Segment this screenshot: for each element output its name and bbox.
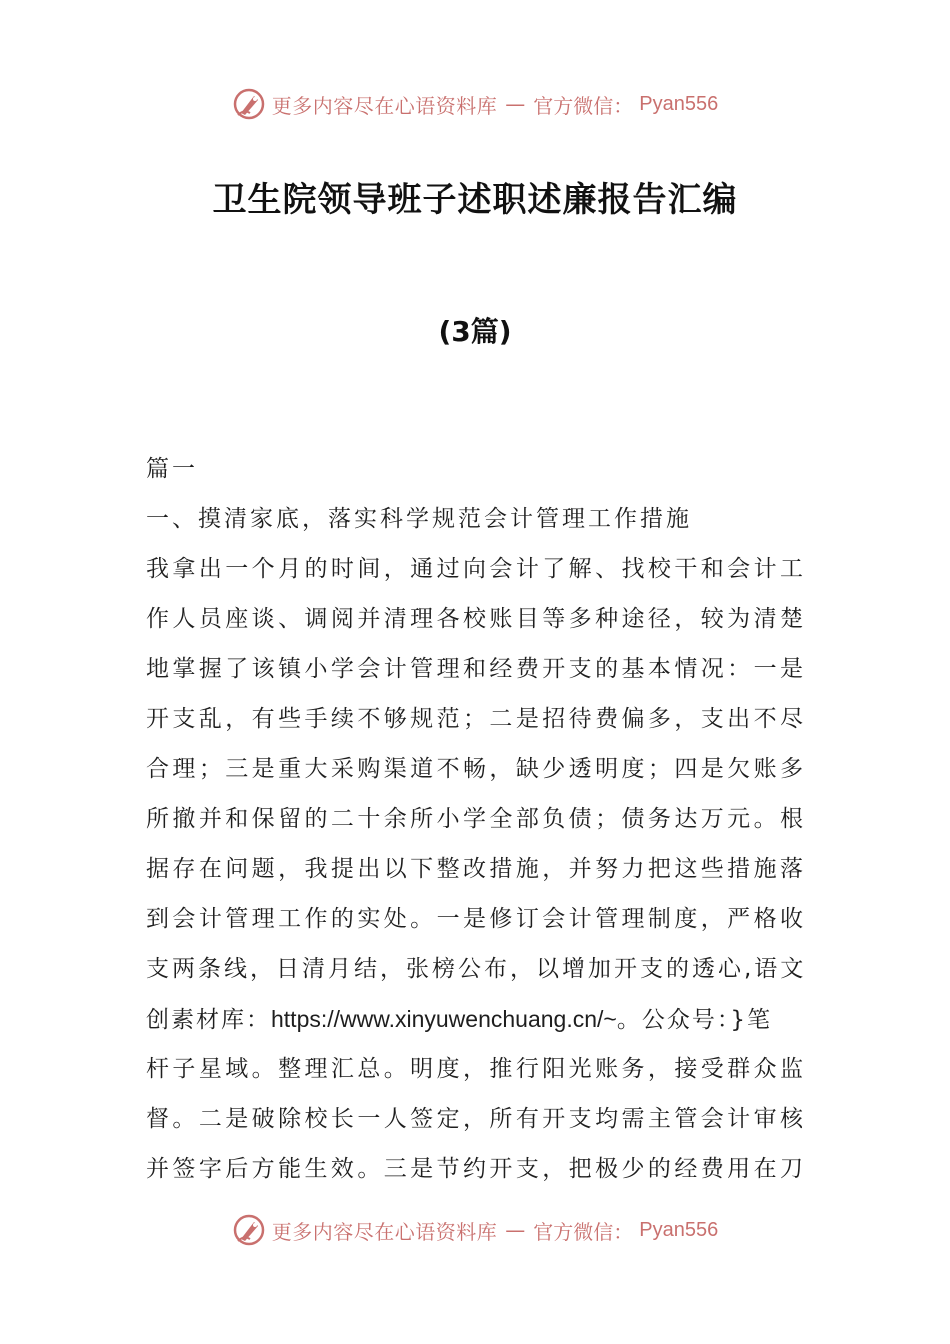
paragraph-line: 据存在问题，我提出以下整改措施，并努力把这些措施落 bbox=[146, 856, 806, 882]
pen-nib-logo-icon bbox=[232, 87, 266, 121]
banner-wechat-label: 官方微信： bbox=[533, 1219, 634, 1244]
section-label: 篇一 bbox=[146, 456, 198, 482]
paragraph-line: 开支乱，有些手续不够规范；二是招待费偏多，支出不尽 bbox=[146, 706, 806, 732]
paragraph-line: 支两条线，日清月结，张榜公布，以增加开支的透心,语文 bbox=[146, 956, 807, 982]
banner-text: 更多内容尽在心语资料库 bbox=[271, 93, 498, 118]
pen-nib-logo-icon bbox=[232, 1213, 266, 1247]
document-body bbox=[146, 444, 806, 1194]
document-title: 卫生院领导班子述职述廉报告汇编 bbox=[212, 180, 738, 220]
banner-wechat-id: Pyan556 bbox=[639, 92, 719, 115]
paragraph-line: 我拿出一个月的时间，通过向会计了解、找校干和会计工 bbox=[146, 556, 806, 582]
url-line-suffix: 。公众号：}笔 bbox=[616, 1007, 772, 1033]
paragraph-line-with-url bbox=[146, 994, 806, 1044]
banner-dash: — bbox=[505, 1218, 526, 1242]
footer-watermark-banner bbox=[0, 1210, 950, 1250]
banner-wechat-id: Pyan556 bbox=[639, 1218, 719, 1241]
header-watermark-banner bbox=[0, 84, 950, 124]
paragraph-line: 督。二是破除校长一人签定，所有开支均需主管会计审核 bbox=[146, 1106, 806, 1132]
section-heading: 一、摸清家底，落实科学规范会计管理工作措施 bbox=[146, 506, 692, 532]
banner-dash: — bbox=[505, 92, 526, 116]
url-line-prefix: 创素材库： bbox=[146, 1007, 271, 1033]
document-subtitle: (3篇) bbox=[438, 315, 512, 348]
paragraph-line: 杆子星域。整理汇总。明度，推行阳光账务，接受群众监 bbox=[146, 1056, 806, 1082]
paragraph-line: 并签字后方能生效。三是节约开支，把极少的经费用在刀 bbox=[146, 1156, 806, 1182]
paragraph-line: 所撤并和保留的二十余所小学全部负债；债务达万元。根 bbox=[146, 806, 806, 832]
paragraph-line: 地掌握了该镇小学会计管理和经费开支的基本情况：一是 bbox=[146, 656, 806, 682]
resource-url: https://www.xinyuwenchuang.cn/~ bbox=[271, 1006, 617, 1032]
paragraph-line: 合理；三是重大采购渠道不畅，缺少透明度；四是欠账多 bbox=[146, 756, 806, 782]
banner-text: 更多内容尽在心语资料库 bbox=[271, 1219, 498, 1244]
banner-wechat-label: 官方微信： bbox=[533, 93, 634, 118]
paragraph-line: 到会计管理工作的实处。一是修订会计管理制度，严格收 bbox=[146, 906, 806, 932]
paragraph-line: 作人员座谈、调阅并清理各校账目等多种途径，较为清楚 bbox=[146, 606, 806, 632]
